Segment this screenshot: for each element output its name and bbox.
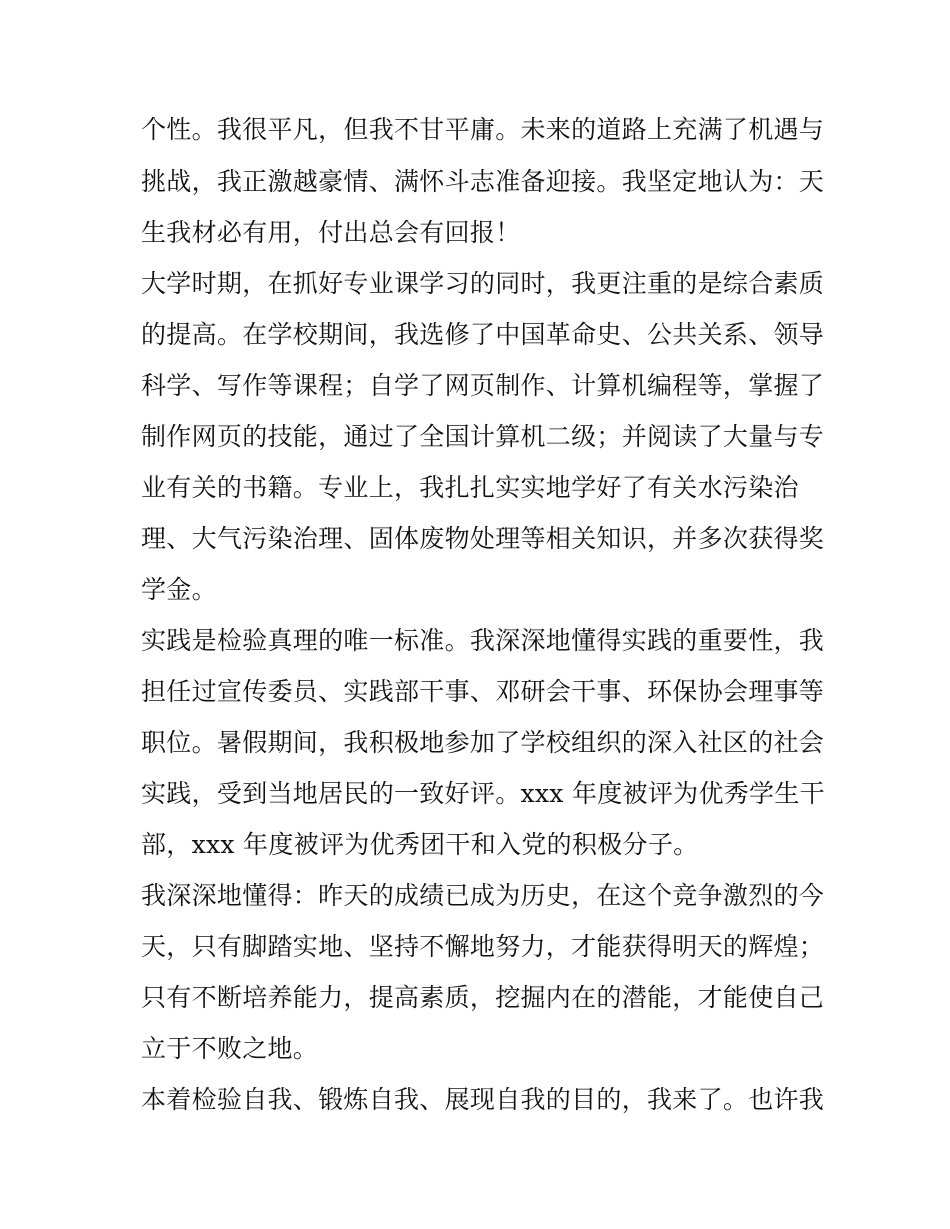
text-line: 实践是检验真理的唯一标准。我深深地懂得实践的重要性，我 [141,626,825,655]
text-line: 我深深地懂得：昨天的成绩已成为历史，在这个竞争激烈的今 [141,881,825,910]
text-line: 业有关的书籍。专业上，我扎扎实实地学好了有关水污染治 [141,473,799,502]
text-line: 担任过宣传委员、实践部干事、邓研会干事、环保协会理事等 [141,677,825,706]
text-line: 挑战，我正激越豪情、满怀斗志准备迎接。我坚定地认为：天 [141,167,825,196]
text-line: 只有不断培养能力，提高素质，挖掘内在的潜能，才能使自己 [141,983,825,1012]
text-line: 天，只有脚踏实地、坚持不懈地努力，才能获得明天的辉煌； [141,932,825,961]
text-line: 本着检验自我、锻炼自我、展现自我的目的，我来了。也许我 [141,1085,825,1114]
text-line: 职位。暑假期间，我积极地参加了学校组织的深入社区的社会 [141,728,825,757]
text-line: 个性。我很平凡，但我不甘平庸。未来的道路上充满了机遇与 [141,115,825,144]
text-line: 实践，受到当地居民的一致好评。xxx 年度被评为优秀学生干 [141,779,825,808]
text-line: 学金。 [141,575,217,604]
text-line: 生我材必有用，付出总会有回报！ [141,218,521,247]
text-line: 立于不败之地。 [141,1034,319,1063]
text-line: 部，xxx 年度被评为优秀团干和入党的积极分子。 [141,830,699,859]
text-line: 大学时期，在抓好专业课学习的同时，我更注重的是综合素质 [141,269,825,298]
text-line: 理、大气污染治理、固体废物处理等相关知识，并多次获得奖 [141,524,825,553]
text-line: 的提高。在学校期间，我选修了中国革命史、公共关系、领导 [141,320,825,349]
text-line: 科学、写作等课程；自学了网页制作、计算机编程等，掌握了 [141,371,825,400]
text-line: 制作网页的技能，通过了全国计算机二级；并阅读了大量与专 [141,422,825,451]
